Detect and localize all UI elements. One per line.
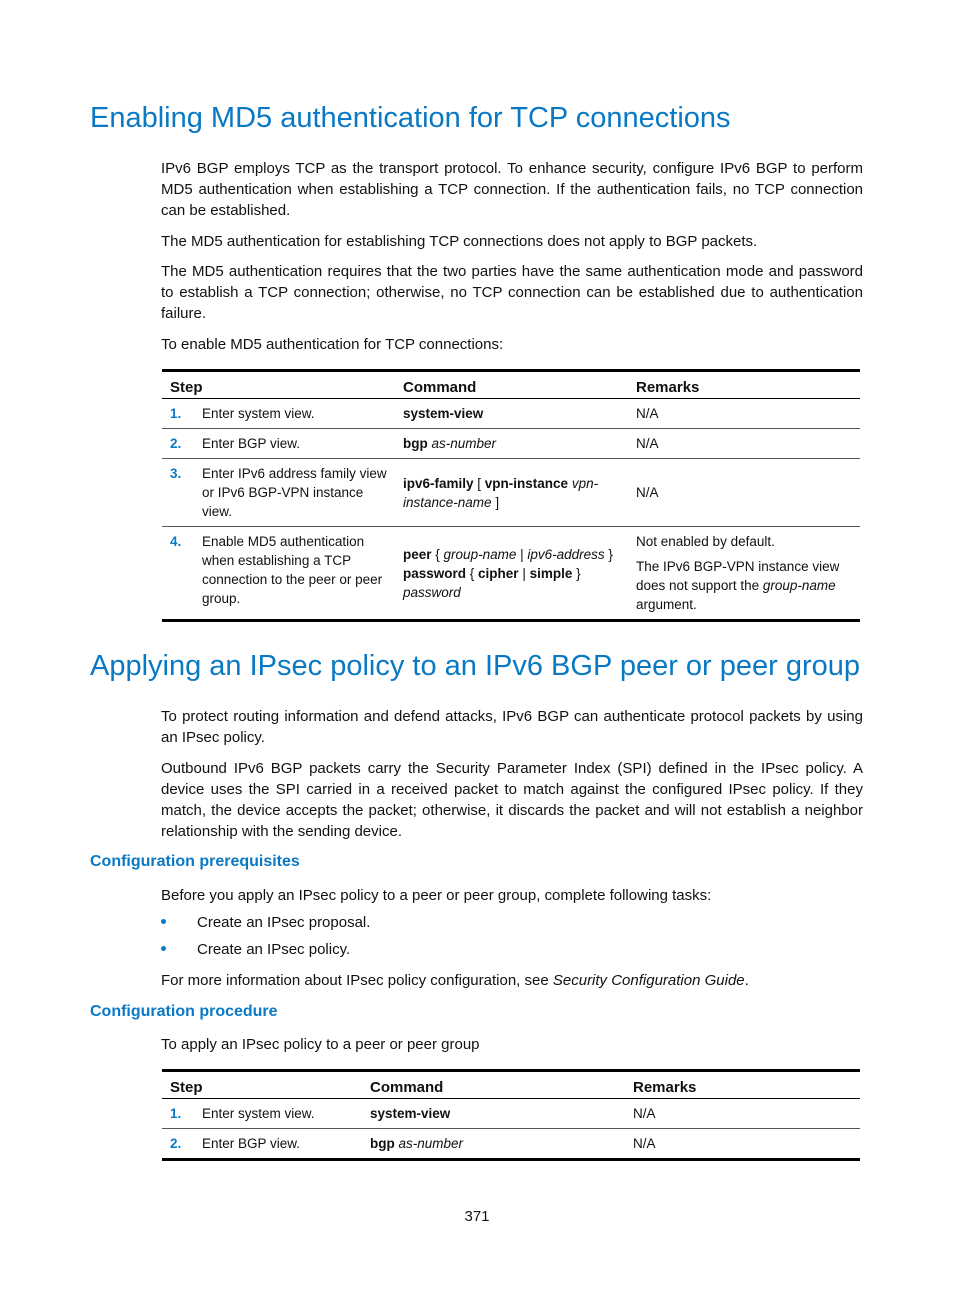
step-cell (162, 1099, 362, 1129)
header-step: Step (162, 371, 395, 399)
command-keyword: cipher (478, 565, 519, 581)
step-description: Enter IPv6 address family view or IPv6 BGP-VPN instance view. (202, 466, 387, 519)
step-cell (162, 527, 395, 621)
command-syntax: | (516, 546, 528, 562)
command-keyword: vpn-instance (484, 475, 569, 491)
table-row (162, 459, 860, 527)
remark-text: The IPv6 BGP-VPN instance view does not support the group-name argument. (636, 559, 840, 612)
command-argument: as-number (431, 436, 497, 451)
remark-text: N/A (633, 1136, 656, 1151)
command-syntax: | (518, 565, 530, 581)
step-description: Enter system view. (202, 1106, 315, 1121)
paragraph: The MD5 authentication for establishing TCP connections does not apply to BGP packets. (161, 233, 758, 250)
header-step: Step (162, 1071, 362, 1099)
command-argument: as-number (398, 1136, 464, 1151)
step-number: 1. (170, 1106, 182, 1121)
remark-argument: group-name (762, 578, 836, 593)
command-syntax: } (572, 565, 585, 581)
command-keyword: simple (529, 565, 573, 581)
paragraph: The MD5 authentication requires that the two parties have the same authentication mode and password to establish a TCP connection; otherwise, no TCP connection can be established due to authentication failure. (161, 263, 863, 322)
paragraph: Before you apply an IPsec policy to a peer or peer group, complete following tasks: (161, 887, 712, 904)
command-keyword: system-view (370, 1106, 451, 1121)
remark-text: N/A (636, 485, 659, 500)
step-description: Enter system view. (202, 406, 315, 421)
remarks-cell (628, 459, 860, 527)
command-argument: ipv6-address (527, 546, 605, 562)
command-cell (395, 527, 628, 621)
md5-command-table (162, 369, 860, 622)
command-syntax: ] (491, 494, 500, 510)
paragraph: Outbound IPv6 BGP packets carry the Security Parameter Index (SPI) defined in the IPsec policy. A device uses the SPI carried in a received packet to match against the configured IPsec policy. If they match, the device accepts the packet; otherwise, it discards the packet and will not establish a neighbor relationship with the sending device. (161, 760, 863, 840)
step-number: 3. (170, 466, 182, 481)
more-info-prefix: For more information about IPsec policy configuration, see (161, 972, 553, 989)
command-argument: vpn-instance-name (403, 475, 599, 510)
table-header-row (162, 1071, 860, 1099)
more-info-suffix: . (744, 972, 749, 989)
step-number: 2. (170, 1136, 182, 1151)
command-cell (395, 429, 628, 459)
step-number: 2. (170, 436, 182, 451)
page-number: 371 (464, 1208, 490, 1225)
table-row (162, 1129, 860, 1160)
remark-text: N/A (636, 436, 659, 451)
command-syntax: { (466, 565, 479, 581)
remark-text: N/A (633, 1106, 656, 1121)
command-keyword: system-view (403, 406, 484, 421)
bullet-icon (161, 919, 166, 924)
command-keyword: peer (403, 546, 432, 562)
command-cell (395, 399, 628, 429)
table-row (162, 399, 860, 429)
step-cell (162, 399, 395, 429)
step-number: 4. (170, 534, 182, 549)
paragraph: To apply an IPsec policy to a peer or peer group (161, 1036, 480, 1053)
command-syntax: { (431, 546, 444, 562)
command-keyword: bgp (370, 1136, 395, 1151)
header-command: Command (395, 371, 628, 399)
step-cell (162, 459, 395, 527)
command-cell (395, 459, 628, 527)
subheading-prerequisites: Configuration prerequisites (90, 853, 300, 870)
remark-text: N/A (636, 406, 659, 421)
table-row (162, 429, 860, 459)
remarks-cell (628, 527, 860, 621)
list-item-text: Create an IPsec proposal. (197, 914, 371, 931)
remarks-cell (625, 1099, 860, 1129)
step-number: 1. (170, 406, 182, 421)
command-keyword: password (403, 565, 467, 581)
table-header-row (162, 371, 860, 399)
step-cell (162, 429, 395, 459)
command-cell (362, 1129, 625, 1160)
remark-text: Not enabled by default. (636, 534, 775, 549)
command-syntax: [ (473, 475, 485, 491)
header-remarks: Remarks (625, 1071, 860, 1099)
command-cell (362, 1099, 625, 1129)
guide-reference: Security Configuration Guide (552, 972, 745, 989)
bullet-icon (161, 946, 166, 951)
table-row (162, 527, 860, 621)
command-keyword: ipv6-family (403, 475, 474, 491)
step-description: Enable MD5 authentication when establishing a TCP connection to the peer or peer group. (202, 534, 383, 606)
section-title-ipsec: Applying an IPsec policy to an IPv6 BGP peer or peer group (90, 650, 861, 682)
paragraph-more-info (161, 970, 863, 991)
paragraph: IPv6 BGP employs TCP as the transport protocol. To enhance security, configure IPv6 BGP to perform MD5 authentication when establishing a TCP connection. If the authentication fails, no TCP connection can be established. (161, 160, 863, 219)
list-item-text: Create an IPsec policy. (197, 941, 351, 958)
paragraph: To protect routing information and defend attacks, IPv6 BGP can authenticate protocol packets by using an IPsec policy. (161, 708, 863, 746)
remarks-cell (625, 1129, 860, 1160)
section-title-md5: Enabling MD5 authentication for TCP connections (90, 102, 731, 134)
subheading-procedure: Configuration procedure (90, 1003, 278, 1020)
paragraph: To enable MD5 authentication for TCP connections: (161, 336, 504, 353)
table-row (162, 1099, 860, 1129)
remarks-cell (628, 399, 860, 429)
step-description: Enter BGP view. (202, 436, 301, 451)
ipsec-command-table (162, 1069, 860, 1161)
header-command: Command (362, 1071, 625, 1099)
step-description: Enter BGP view. (202, 1136, 301, 1151)
command-argument: password (403, 584, 461, 600)
command-keyword: bgp (403, 436, 428, 451)
command-argument: group-name (443, 546, 517, 562)
step-cell (162, 1129, 362, 1160)
command-syntax: } (604, 546, 617, 562)
header-remarks: Remarks (628, 371, 860, 399)
remarks-cell (628, 429, 860, 459)
